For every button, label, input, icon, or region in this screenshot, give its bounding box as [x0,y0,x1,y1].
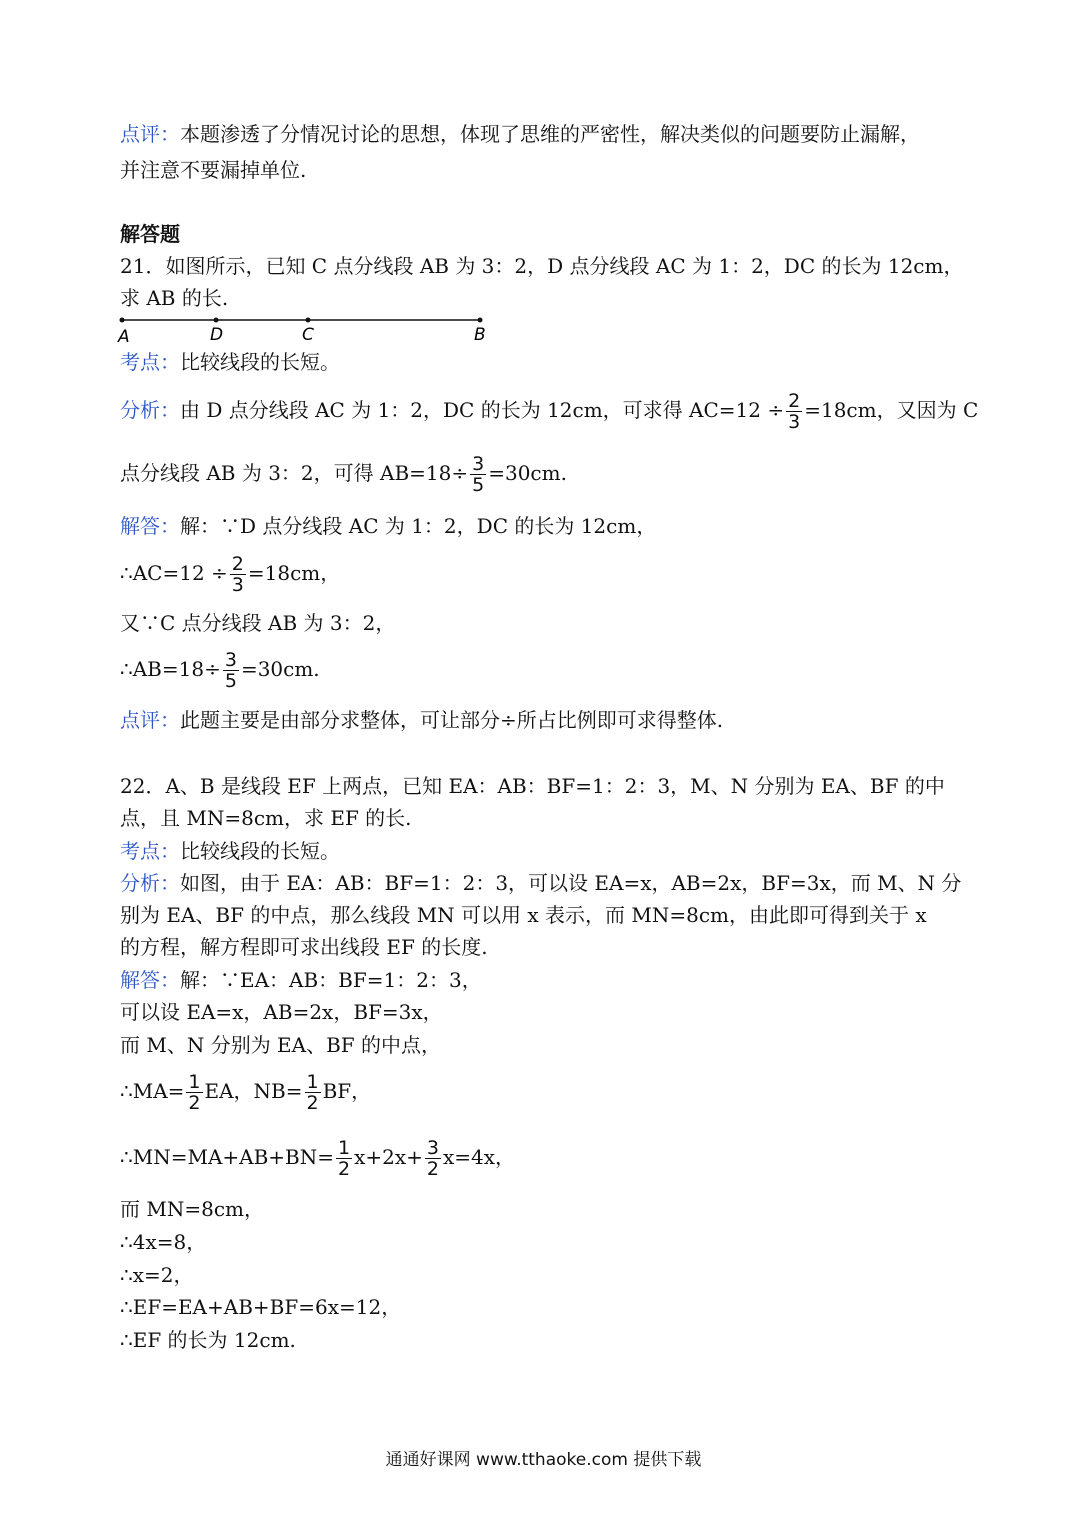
review-tag: 点评： [120,122,180,146]
point-d [214,318,219,323]
review-line-1 [120,122,920,146]
q22-jieda4-c: BF， [322,1079,372,1103]
numerator: 2 [788,390,801,412]
denominator: 3 [231,574,244,596]
numerator: 2 [231,553,244,575]
q21-kaodian [120,350,340,374]
q22-jieda-9: ∴EF=EA+AB+BF=6x=12， [120,1295,402,1319]
numerator: 3 [224,649,237,671]
q22-jieda4-fraction-2 [305,1072,321,1113]
q22-jieda-4 [120,1066,371,1116]
q21-jieda-2 [120,548,340,598]
review-line-2: 并注意不要漏掉单位. [120,158,307,182]
q21-segment-figure [110,308,500,348]
point-c [306,318,311,323]
q21-kaodian-tag: 考点： [120,350,180,374]
numerator: 1 [338,1137,351,1159]
label-b: B [474,325,486,345]
denominator: 5 [472,474,485,496]
q22-kaodian-text: 比较线段的长短。 [180,839,340,863]
q21-jieda2-fraction [230,554,246,595]
q22-fenxi-1 [120,871,961,895]
q21-jieda4-a: ∴AB=18÷ [120,657,221,681]
q21-jieda-3: 又∵C 点分线段 AB 为 3：2， [120,611,396,635]
page-footer: 通通好课网 www.tthaoke.com 提供下载 [385,1450,702,1470]
q21-jieda4-b: =30cm. [240,657,320,681]
point-b [478,318,483,323]
q22-kaodian-tag: 考点： [120,839,180,863]
denominator: 3 [788,411,801,433]
q22-stem-2: 点，且 MN=8cm，求 EF 的长. [120,806,412,830]
q21-jieda2-b: =18cm， [247,561,341,585]
numerator: 3 [426,1137,439,1159]
denominator: 2 [338,1158,351,1180]
q22-jieda-6: 而 MN=8cm， [120,1197,264,1221]
q21-jieda-4 [120,644,320,694]
q21-jieda-tag: 解答： [120,514,180,538]
denominator: 2 [426,1158,439,1180]
q21-fenxi-fraction-1 [786,391,802,432]
q21-fenxi-2 [120,448,567,498]
q22-jieda-tag: 解答： [120,968,180,992]
q22-jieda4-fraction-1 [186,1072,202,1113]
q22-jieda-1 [120,968,482,992]
denominator: 2 [188,1092,201,1114]
q21-fenxi-c: 点分线段 AB 为 3：2，可得 AB=18÷ [120,461,469,485]
numerator: 1 [188,1071,201,1093]
q22-jieda4-b: EA，NB= [204,1079,303,1103]
q22-jieda5-a: ∴MN=MA+AB+BN= [120,1145,334,1169]
numerator: 1 [306,1071,319,1093]
q22-jieda5-fraction-1 [336,1138,352,1179]
q22-jieda-text-1: 解：∵EA：AB：BF=1：2：3， [180,968,482,992]
q22-jieda-8: ∴x=2， [120,1263,194,1287]
q22-fenxi-text-1: 如图，由于 EA：AB：BF=1：2：3，可以设 EA=x，AB=2x，BF=3x，而 M、N 分 [180,871,962,895]
q22-jieda4-a: ∴MA= [120,1079,185,1103]
q21-fenxi-1 [120,385,978,435]
q21-stem-1: 21．如图所示，已知 C 点分线段 AB 为 3：2，D 点分线段 AC 为 1：2，DC 的长为 12cm， [120,254,964,278]
q21-kaodian-text: 比较线段的长短。 [180,350,340,374]
label-d: D [210,325,224,345]
q22-jieda5-b: x+2x+ [354,1145,423,1169]
q22-jieda-3: 而 M、N 分别为 EA、BF 的中点， [120,1033,442,1057]
q22-jieda5-fraction-2 [425,1138,441,1179]
point-a [120,318,125,323]
q21-fenxi-tag: 分析： [120,398,180,422]
q21-jieda-text-1: 解：∵D 点分线段 AC 为 1：2，DC 的长为 12cm， [180,514,657,538]
label-c: C [302,325,314,345]
q21-stem-2: 求 AB 的长. [120,286,229,310]
q21-dianping-text: 此题主要是由部分求整体，可让部分÷所占比例即可求得整体. [180,708,724,732]
q21-fenxi-a: 由 D 点分线段 AC 为 1：2，DC 的长为 12cm，可求得 AC=12 ÷ [180,398,785,422]
numerator: 3 [472,453,485,475]
q22-jieda-5 [120,1132,515,1182]
q22-jieda-10: ∴EF 的长为 12cm. [120,1328,296,1352]
q21-jieda-1 [120,514,656,538]
label-a: A [118,327,130,347]
q21-fenxi-fraction-2 [470,454,486,495]
q21-dianping-tag: 点评： [120,708,180,732]
q21-jieda2-a: ∴AC=12 ÷ [120,561,228,585]
q22-fenxi-2: 别为 EA、BF 的中点，那么线段 MN 可以用 x 表示，而 MN=8cm，由此即可得到关于 x [120,903,927,927]
q21-dianping [120,708,723,732]
review-text-1: 本题渗透了分情况讨论的思想，体现了思维的严密性，解决类似的问题要防止漏解， [180,122,920,146]
section-title: 解答题 [120,222,180,246]
denominator: 2 [306,1092,319,1114]
q22-jieda-7: ∴4x=8， [120,1230,207,1254]
denominator: 5 [224,670,237,692]
q22-stem-1: 22．A、B 是线段 EF 上两点，已知 EA：AB：BF=1：2：3，M、N 分别为 EA、BF 的中 [120,774,945,798]
q21-jieda4-fraction [223,650,239,691]
q22-kaodian [120,839,340,863]
q21-fenxi-d: =30cm. [488,461,567,485]
q22-fenxi-tag: 分析： [120,871,180,895]
q21-fenxi-b: =18cm，又因为 C [804,398,979,422]
q22-jieda5-c: x=4x， [443,1145,516,1169]
q22-fenxi-3: 的方程，解方程即可求出线段 EF 的长度. [120,935,488,959]
q22-jieda-2: 可以设 EA=x，AB=2x，BF=3x， [120,1000,443,1024]
